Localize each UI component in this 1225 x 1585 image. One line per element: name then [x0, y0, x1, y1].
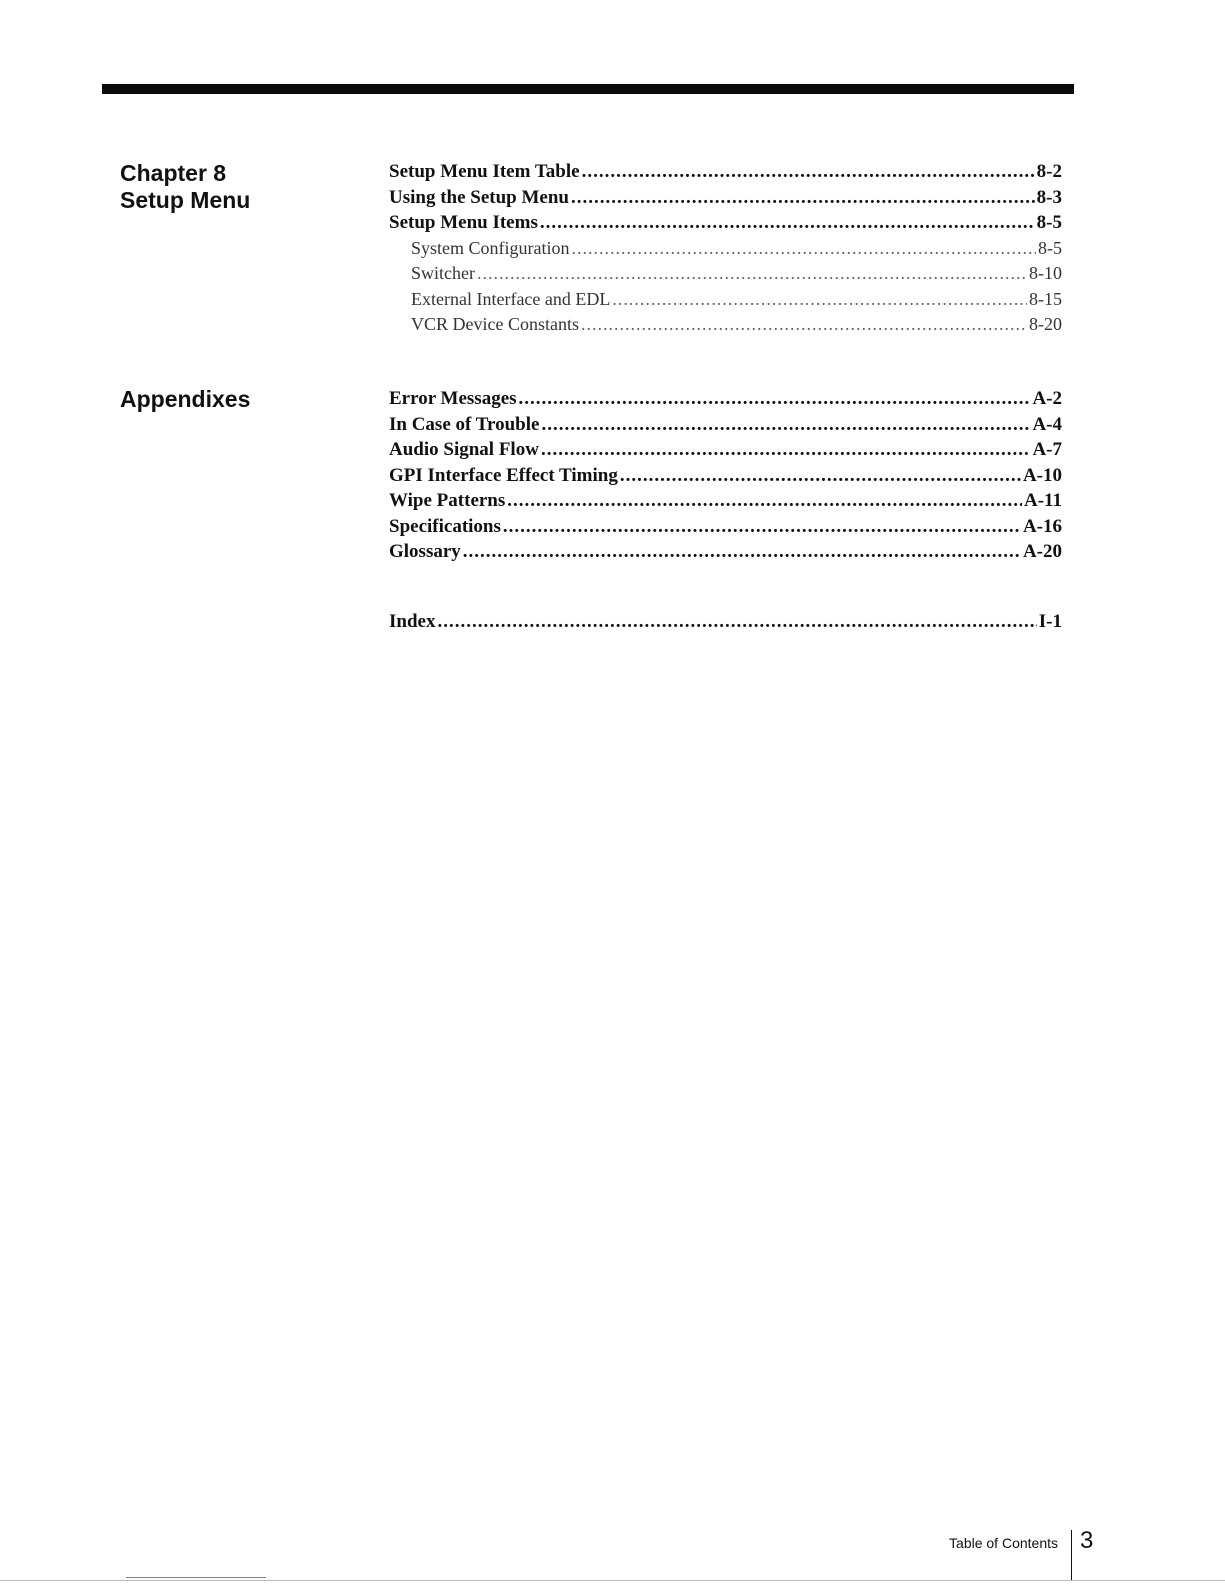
- bottom-link-underline: [126, 1577, 266, 1578]
- dot-leader: [519, 388, 1031, 410]
- footer-page-number: 3: [1080, 1527, 1094, 1554]
- toc-entry-title: GPI Interface Effect Timing: [389, 464, 618, 486]
- toc-entry-title: Setup Menu Items: [389, 212, 538, 233]
- toc-entry-title: Switcher: [411, 263, 475, 283]
- toc-entry-page: 8-15: [1029, 288, 1062, 309]
- dot-leader: [612, 289, 1027, 310]
- dot-leader: [463, 541, 1021, 563]
- toc-entry-title: System Configuration: [411, 237, 570, 258]
- appendixes-title: Appendixes: [120, 386, 251, 412]
- toc-subentry[interactable]: [389, 314, 1062, 340]
- top-rule-bar: [102, 84, 1074, 94]
- toc-entry-page: I-1: [1038, 611, 1062, 632]
- toc-entry-page: A-4: [1032, 413, 1062, 435]
- chapter-number: Chapter 8: [120, 160, 227, 186]
- toc-entry-title: Specifications: [389, 515, 501, 537]
- toc-entry-page: A-20: [1022, 541, 1062, 562]
- toc-entry-page: 8-5: [1036, 212, 1062, 233]
- toc-entry-title: VCR Device Constants: [411, 314, 579, 334]
- chapter-title: Setup Menu: [120, 187, 251, 213]
- dot-leader: [572, 238, 1037, 259]
- dot-leader: [541, 439, 1031, 461]
- footer-divider: [1071, 1530, 1072, 1580]
- toc-entry-title: Using the Setup Menu: [389, 186, 569, 208]
- index-toc-list: [389, 611, 1062, 637]
- appendixes-heading: [120, 386, 320, 413]
- toc-entry-index[interactable]: [389, 611, 1062, 637]
- dot-leader: [581, 314, 1027, 335]
- toc-entry[interactable]: [389, 187, 1062, 213]
- toc-subentry[interactable]: [389, 238, 1062, 264]
- toc-entry-title: Error Messages: [389, 388, 517, 409]
- dot-leader: [437, 611, 1036, 633]
- toc-entry[interactable]: [389, 161, 1062, 187]
- toc-subentry[interactable]: [389, 289, 1062, 315]
- dot-leader: [541, 414, 1030, 436]
- toc-entry-title: Audio Signal Flow: [389, 439, 539, 460]
- footer-section-title: Table of Contents: [949, 1535, 1058, 1551]
- toc-entry-page: A-2: [1032, 388, 1062, 409]
- toc-entry[interactable]: [389, 465, 1062, 491]
- toc-entry[interactable]: [389, 388, 1062, 414]
- toc-entry-page: A-10: [1022, 464, 1062, 486]
- dot-leader: [507, 490, 1022, 512]
- toc-entry-title: Wipe Patterns: [389, 490, 506, 511]
- toc-entry[interactable]: [389, 516, 1062, 542]
- dot-leader: [582, 161, 1035, 183]
- toc-entry-page: 8-20: [1029, 314, 1062, 334]
- toc-entry-page: 8-10: [1029, 263, 1062, 283]
- toc-entry-title: Setup Menu Item Table: [389, 161, 580, 182]
- toc-entry-page: 8-2: [1036, 161, 1062, 182]
- toc-entry-page: A-16: [1022, 515, 1062, 537]
- toc-entry-page: A-7: [1032, 439, 1062, 460]
- chapter-toc-list: [389, 161, 1062, 340]
- toc-entry[interactable]: [389, 490, 1062, 516]
- dot-leader: [571, 187, 1035, 209]
- dot-leader: [503, 516, 1021, 538]
- toc-entry[interactable]: [389, 212, 1062, 238]
- toc-entry-page: 8-3: [1036, 186, 1062, 208]
- bottom-rule: [0, 1580, 1225, 1581]
- dot-leader: [620, 465, 1021, 487]
- appendixes-toc-list: [389, 388, 1062, 567]
- toc-subentry[interactable]: [389, 263, 1062, 289]
- toc-entry-title: Index: [389, 611, 436, 632]
- dot-leader: [540, 212, 1035, 234]
- toc-entry-title: External Interface and EDL: [411, 288, 611, 309]
- toc-entry-title: Glossary: [389, 541, 461, 562]
- chapter-heading: [120, 160, 320, 214]
- toc-entry[interactable]: [389, 541, 1062, 567]
- toc-entry-page: 8-5: [1038, 237, 1062, 258]
- toc-entry[interactable]: [389, 439, 1062, 465]
- toc-entry-page: A-11: [1024, 490, 1062, 511]
- dot-leader: [477, 263, 1027, 284]
- toc-entry-title: In Case of Trouble: [389, 413, 540, 435]
- toc-entry[interactable]: [389, 414, 1062, 440]
